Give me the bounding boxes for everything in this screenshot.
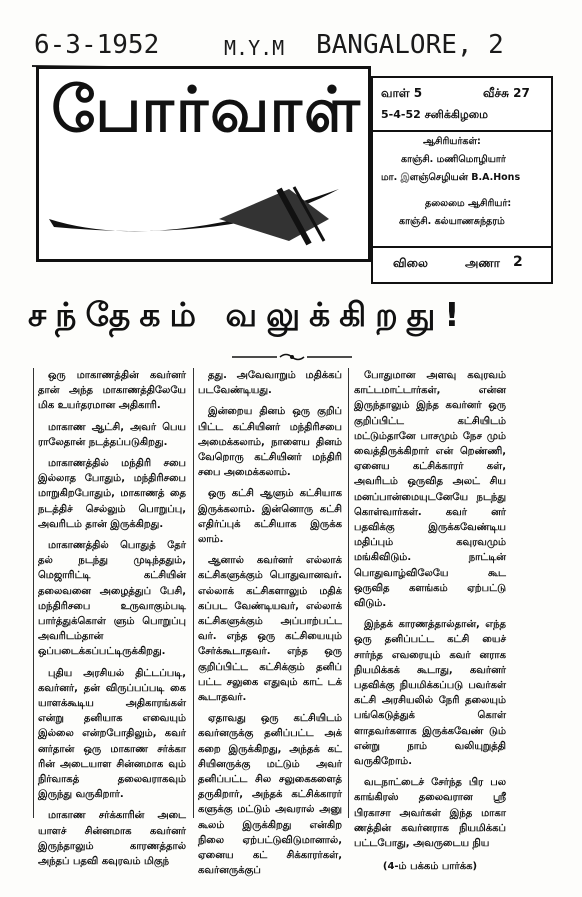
- article-column-3: [354, 368, 506, 881]
- paragraph: புதிய அரசியல் திட்டப்படி, கவர்னர், தன் விருப்பப்படி கை யாளக்கூடிய அதிகாரங்கள் என்று தனியாக எவையும் இல்லை என்றபோதிலும், கவர் னர்தான் ஒரு மாகாண சர்க்கா ரின் அடையாள சின்னமாக வும் நிர்வாகத் தலைவராகவும் இருந்து வருகிறார்.: [38, 667, 186, 801]
- divider: [373, 130, 551, 132]
- volume: வாள் 5: [381, 86, 423, 100]
- paragraph: இந்தக் காரணத்தால்தான், எந்த ஒரு தனிப்பட்ட கட்சி யைச் சார்ந்த எவரையும் கவர் னராக நியமிக்கக் கூடாது, கவர்னர் பதவிக்கு நியமிக்கப்படு பவர்கள் கட்சி அரசியலில் நேரி தலையும் பங்கெடுத்துக் கொள் ளாதவர்களாக இருக்கவேண் டும் என்று நாம் வலியுறுத்தி வருகிறோம்.: [354, 619, 506, 768]
- handwritten-city: BANGALORE, 2: [316, 30, 504, 60]
- paragraph: மாகாணத்தில் மந்திரி சபை இல்லாத போதும், மந்திரிசபை மாறுகிறபோதும், மாகாணத் தை நடத்திச் செல்லும் பொறுப்பு, அவரிடம் தான் இருக்கிறது.: [38, 458, 186, 530]
- paragraph: ஒரு மாகாணத்தின் கவர்னர் தான் அந்த மாகாணத்திலேயே மிக உயர்தரமான அதிகாரி.: [38, 370, 186, 412]
- masthead-title: போர்வாள்: [51, 73, 362, 146]
- price-label: விலை: [393, 256, 428, 270]
- column-rule: [33, 368, 34, 818]
- chief-editor-label: தலைமை ஆசிரியர்:: [425, 198, 512, 209]
- column-rule: [193, 368, 194, 818]
- paragraph: ஒரு கட்சி ஆளும் கட்சியாக இருக்கலாம். இன்னொரு கட்சி எதிர்ப்புக் கட்சியாக இருக்க லாம்.: [198, 488, 342, 546]
- issue-info-box: [371, 76, 553, 284]
- article-column-2: [198, 368, 342, 885]
- paragraph: ஆனால் கவர்னர் எல்லாக் கட்சிகளுக்கும் பொதுவானவர். எல்லாக் கட்சிகளாலும் மதிக் கப்பட வேண்டியவர், எல்லாக் கட்சிகளுக்கும் அப்பாற்பட்ட வர். எந்த ஒரு கட்சியையும் சேர்க்கூடாதவர். எந்த ஒரு குறிப்பிட்ட கட்சிக்கும் தனிப் பட்ட சலுகை எதுவும் காட் டக் கூடாதவர்.: [198, 555, 342, 704]
- article-column-1: [38, 368, 186, 875]
- issue-number: வீச்சு 27: [483, 86, 530, 100]
- paragraph: மாகாணத்தில் பொதுத் தேர் தல் நடந்து முடிந்ததும், மெஜாரிட்டி கட்சியின் தலைவனை அழைத்துப் பேசி, மந்திரிசபை உருவாகும்படி பார்த்துக்கொள் ளும் பொறுப்பு அவரிடம்தான் ஒப்படைக்கப்பட்டிருக்கிறது.: [38, 540, 186, 658]
- masthead: [36, 66, 371, 262]
- paragraph: தது. அவேவாறும் மதிக்கப் படவேண்டியது.: [198, 370, 342, 397]
- ornament-divider-icon: [232, 352, 352, 362]
- paragraph: ஏதாவது ஒரு கட்சியிடம் கவர்னருக்கு தனிப்பட்ட அக் கறை இருக்கிறது, அந்தக் கட் சியினருக்கு மட்டும் அவர் தனிப்பட்ட சில சலுகைகளைத் தருகிறார், அந்தக் கட்சிக்காரர் களுக்கு மட்டும் அவரால் அனு கூலம் இருக்கிறது என்கிற நிலை ஏற்பட்டுவிடுமானால், ஏனைய கட் சிக்காரர்கள், கவர்னருக்குப்: [198, 713, 342, 877]
- handwritten-initials: M.Y.M: [224, 36, 285, 60]
- editor-2: மா. இளஞ்செழியன் B.A.Hons: [381, 172, 521, 183]
- paragraph: மாகாண சர்க்காரின் அடை யாளச் சின்னமாக கவர்னர் இருந்தாலும் காரணத்தால் அந்தப் பதவி கவுரவம் மிகுந்: [38, 810, 186, 868]
- editor-1: காஞ்சி. மணிமொழியார்: [401, 154, 506, 165]
- editors-label: ஆசிரியர்கள்:: [423, 136, 481, 147]
- paragraph: வடநாட்டைச் சேர்ந்த பிர பல காங்கிரஸ் தலைவரான ஸ்ரீ பிரகாசா அவர்கள் இந்த மாகா ணத்தின் கவர்னராக நியமிக்கப் பட்டபோது, அவருடைய நிய: [354, 777, 506, 850]
- chief-editor: காஞ்சி. கல்யாணசுந்தரம்: [399, 216, 505, 227]
- price-value: 2: [513, 254, 523, 270]
- paragraph: மாகாண ஆட்சி, அவர் பெய ராலேதான் நடத்தப்படுகிறது.: [38, 421, 186, 448]
- paragraph: போதுமான அளவு கவுரவம் காட்டமாட்டார்கள், என்ன இருந்தாலும் இந்த கவர்னர் ஒரு குறிப்பிட்ட கட்சியிடம் மட்டும்தானே பாசமும் நேச மும் வைத்திருக்கிறார் என் றெண்ணி, ஏனைய கட்சிக்காரர் கள், அவரிடம் ஒருவித அலட் சிய மனப்பான்மையுடனேயே நடந்து கொள்வார்கள். கவர் னர் பதவிக்கு இருக்கவேண்டிய மதிப்பும் கவுரவமும் மங்கிவிடும். நாட்டின் பொதுவாழ்விலேயே கூட ஒருவித களங்கம் ஏற்பட்டு விடும்.: [354, 370, 506, 610]
- continued-note: (4-ம் பக்கம் பார்க்க): [382, 861, 478, 873]
- headline: சந்தேகம் வலுக்கிறது!: [28, 295, 469, 334]
- divider: [373, 246, 551, 248]
- handwritten-date: 6-3-1952: [34, 30, 160, 60]
- price-unit: அணா: [465, 256, 500, 270]
- paragraph: இன்றைய தினம் ஒரு குறிப் பிட்ட கட்சியினர் மந்திரிசபை அமைக்கலாம், நாளைய தினம் வேறொரு கட்சியினர் மந்திரி சபை அமைக்கலாம்.: [198, 406, 342, 479]
- column-rule: [348, 368, 349, 818]
- issue-date: 5-4-52 சனிக்கிழமை: [381, 108, 488, 121]
